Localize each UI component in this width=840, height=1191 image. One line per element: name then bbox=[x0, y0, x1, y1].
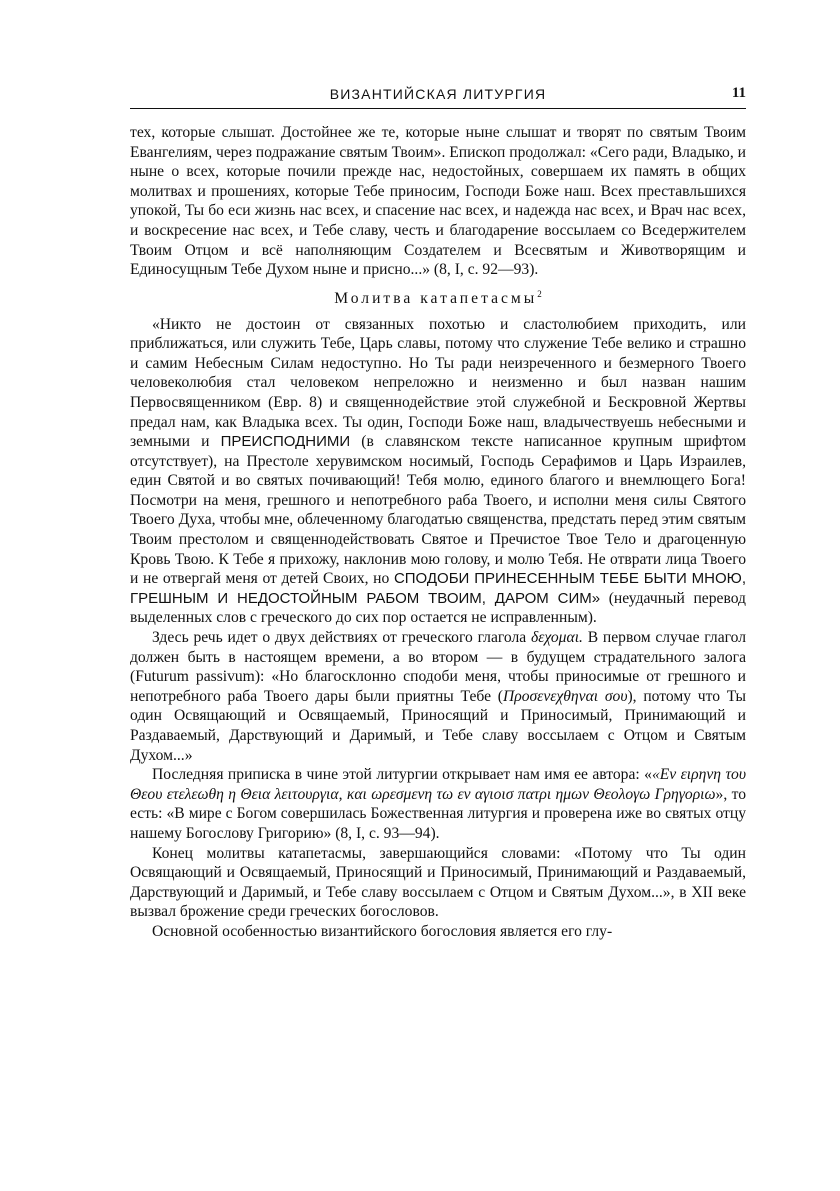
author-text-2: », то есть: «В мире с Богом совершилась Божественная литургия и проверена иже во святых отцу нашему Богослову Григорию» (8, I, с. 93—94). bbox=[130, 785, 746, 842]
commentary-text-1: Здесь речь идет о двух действиях от греческого глагола bbox=[152, 629, 527, 647]
prayer-text-part-3: (неудачный перевод выделенных слов с греческого до сих пор остается не исправленным). bbox=[130, 589, 746, 627]
commentary-paragraph bbox=[130, 628, 746, 765]
paragraph-continuation: тех, которые слышат. Достойнее же те, которые ныне слышат и творят по святым Твоим Евангелиям, через подражание святым Твоим». Епископ продолжал: «Сего ради, Владыко, и ныне о всех, которые почили прежде нас, недостойных, совершаем их память в общих молитвах и прошениях, которые Тебе приносим, Господи Боже наш. Всех преставльшихся упокой, Ты бо еси жизнь нас всех, и спасение нас всех, и надежда нас всех, и Врач нас всех, и воскресение нас всех, и Тебе славу, честь и благодарение воссылаем со Вседержителем Твоим Отцом и всё наполняющим Создателем и Всесвятым и Животворящим и Единосущным Тебе Духом ныне и присно...» (8, I, с. 92—93). bbox=[130, 124, 746, 279]
body-text bbox=[130, 123, 746, 942]
heading-text: Молитва катапетасмы bbox=[334, 289, 538, 307]
author-text-1: Последняя приписка в чине этой литургии открывает нам имя ее автора: « bbox=[152, 766, 652, 784]
page-number: 11 bbox=[731, 85, 746, 101]
header-title: ВИЗАНТИЙСКАЯ ЛИТУРГИЯ bbox=[329, 86, 547, 102]
running-header bbox=[130, 82, 746, 109]
prayer-caps-1: ПРЕИСПОДНИМИ bbox=[220, 433, 351, 451]
final-paragraph: Основной особенностью византийского богословия является его глу- bbox=[152, 922, 613, 940]
author-paragraph bbox=[130, 765, 746, 843]
commentary-text-3: ), потому что Ты один Освящающий и Освящаемый, Приносящий и Приносимый, Принимающий и Раздаваемый, Дарствующий и Даримый, и Тебе славу воссылаем с Отцом и Святым Духом...» bbox=[130, 687, 746, 764]
document-page bbox=[130, 82, 746, 942]
section-heading bbox=[130, 285, 746, 309]
conclusion-paragraph: Конец молитвы катапетасмы, завершающийся словами: «Потому что Ты один Освящающий и Освящаемый, Приносящий и Приносимый, Принимающий и Раздаваемый, Дарствующий и Даримый, и Тебе славу воссылаем с Отцом и Святым Духом...», в XII веке вызвал брожение среди греческих богословов. bbox=[130, 844, 746, 921]
greek-verb: δεχομαι. bbox=[530, 629, 583, 647]
greek-inscription: «Εν ειρηνη του Θεου ετελεωθη η Θεια λειτουργια, και ωρεσμενη τω εν αγιοισ πατρι ημων Θεολογω Γρηγοριω bbox=[130, 766, 746, 803]
prayer-text-part-1: «Никто не достоин от связанных похотью и сластолюбием приходить, или приближаться, или служить Тебе, Царь славы, потому что служение Тебе велико и страшно и самим Небесным Силам недоступно. Но Ты ради неизреченного и безмерного Твоего человеколюбия стал человеком непреложно и неизменно и был назван нашим Первосвященником (Евр. 8) и священнодействие этой служебной и Бескровной Жертвы предал нам, как Владыка всех. Ты один, Господи Боже наш, владычествуешь небесными и земными и bbox=[130, 315, 746, 451]
greek-phrase: Προσενεχθηναι σου bbox=[502, 687, 628, 705]
prayer-caps-2: СПОДОБИ ПРИНЕСЕННЫМ ТЕБЕ БЫТИ МНОЮ, ГРЕШНЫМ И НЕДОСТОЙНЫМ РАБОМ ТВОИМ, ДАРОМ СИМ» bbox=[130, 570, 746, 607]
heading-footnote-marker: 2 bbox=[537, 288, 542, 299]
prayer-paragraph bbox=[130, 315, 746, 629]
commentary-text-2: В первом случае глагол должен быть в настоящем времени, а во втором — в будущем страдательного залога (Futurum passivum): «Но благосклонно сподоби меня, чтобы приносимые от грешного и непотребного раба Твоего дары были приятны Тебе ( bbox=[130, 629, 746, 705]
prayer-text-part-2: (в славянском тексте написанное крупным шрифтом отсутствует), на Престоле херувимском носимый, Господь Серафимов и Царь Израилев, един Святой и во святых почивающий! Тебя молю, единого благого и внемлющего Бога! Посмотри на меня, грешного и непотребного раба Твоего, и исполни меня силы Святого Твоего Духа, чтобы мне, облеченному благодатью священства, предстать перед этим святым Твоим престолом и священнодействовать Святое и Пречистое Твое Тело и драгоценную Кровь Твою. К Тебе я прихожу, наклонив мою голову, и молю Тебя. Не отврати лица Твоего и не отвергай меня от детей Своих, но bbox=[130, 433, 746, 588]
